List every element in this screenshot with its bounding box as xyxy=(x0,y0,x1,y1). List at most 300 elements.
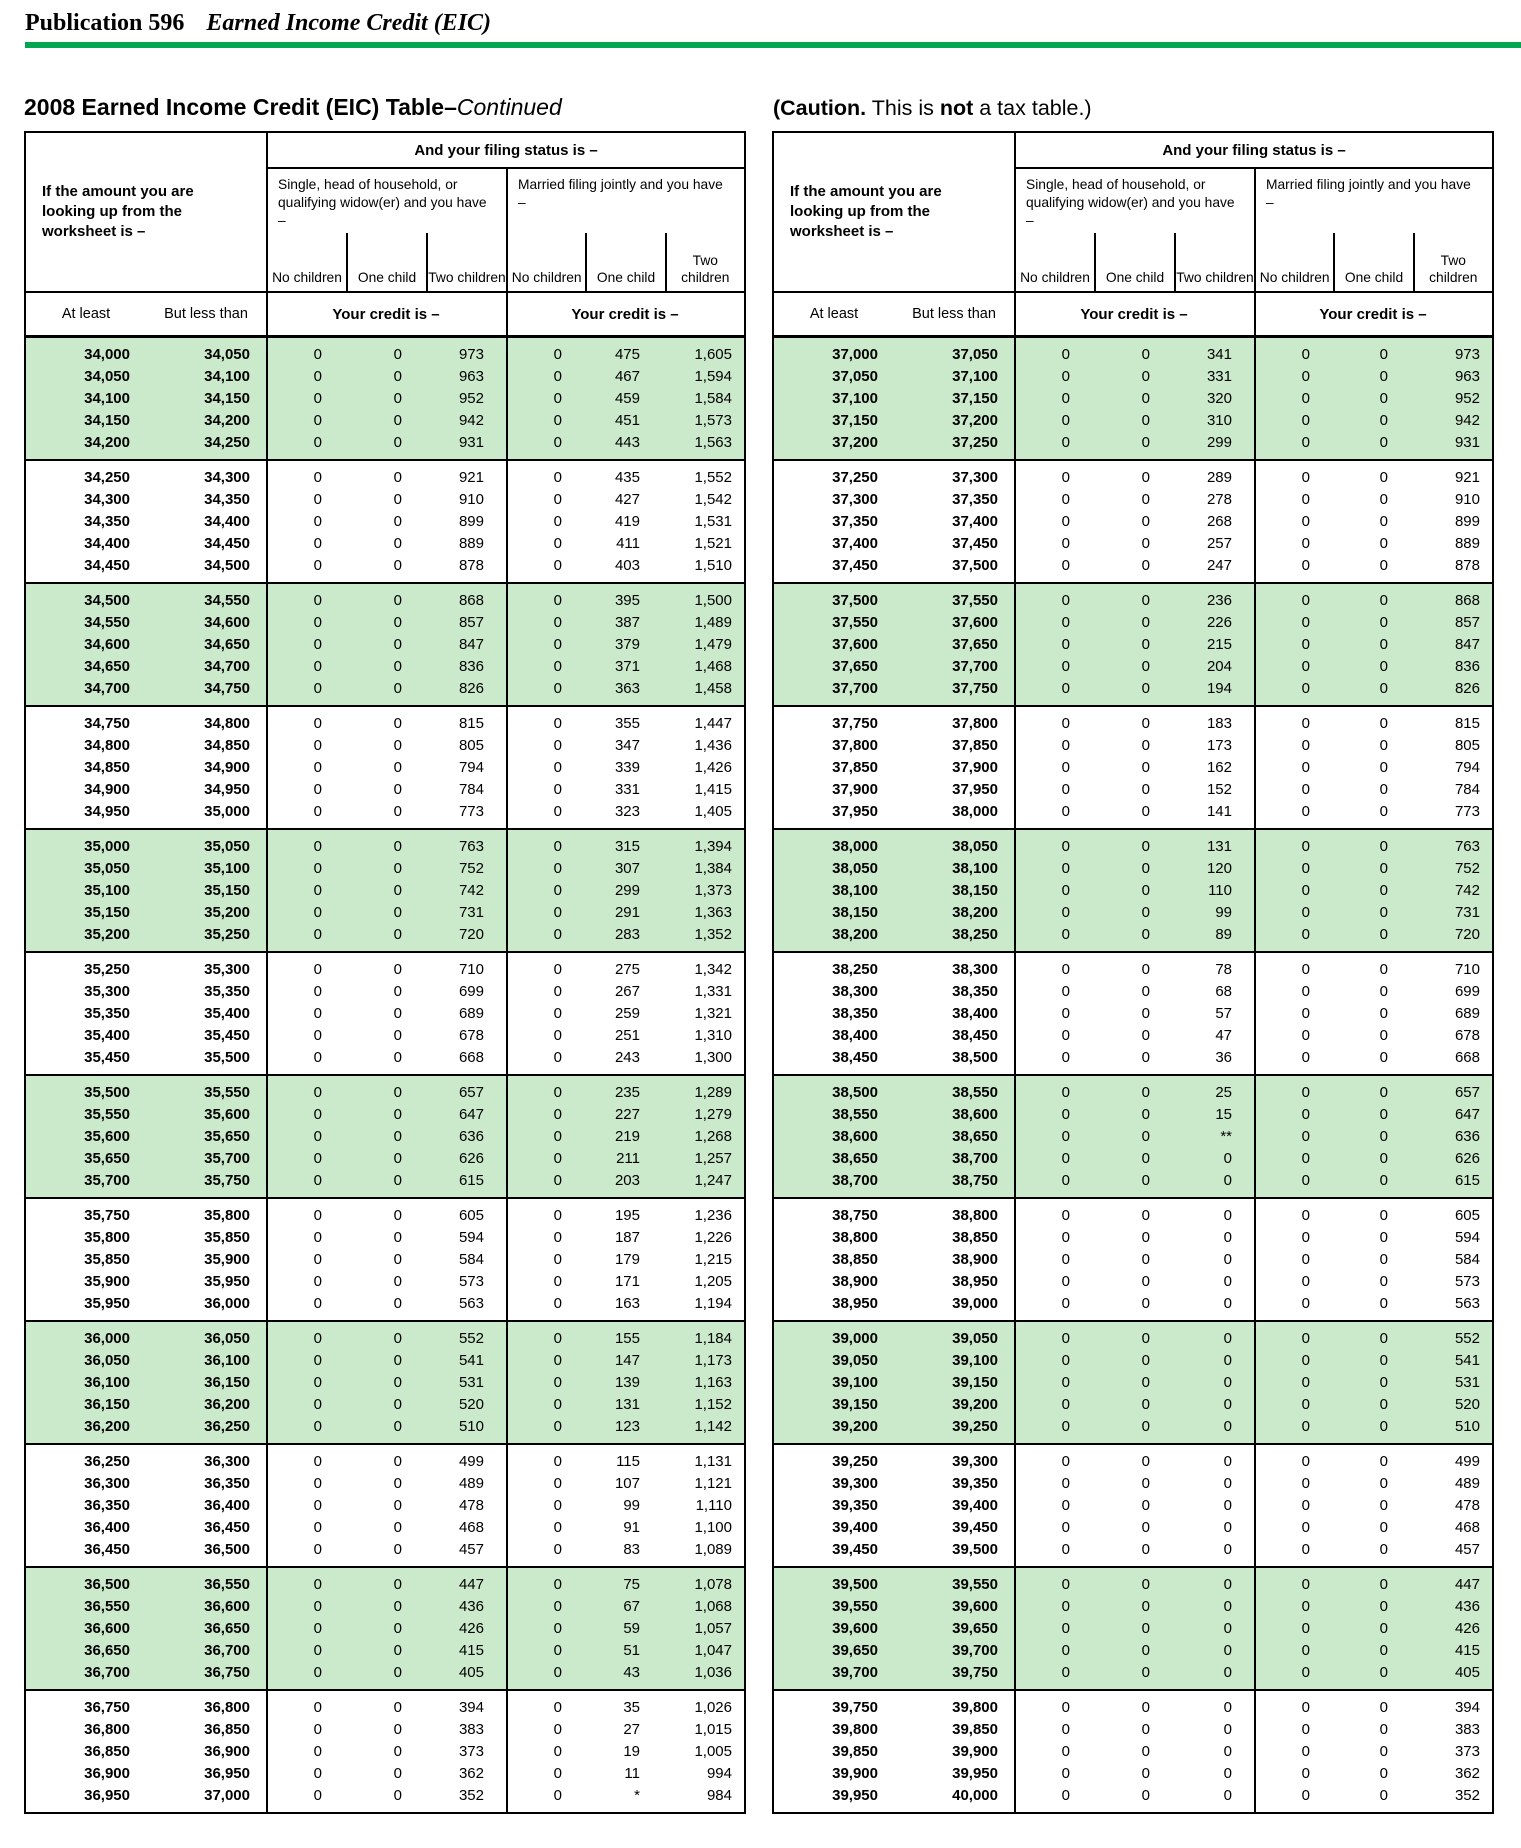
at-least-value: 38,950 xyxy=(832,1294,878,1312)
single-one-child-credit: 0 xyxy=(393,1272,402,1290)
your-credit-header-single: Your credit is – xyxy=(1080,305,1188,323)
at-least-value: 37,500 xyxy=(832,591,878,609)
single-two-children-credit: 47 xyxy=(1215,1026,1232,1044)
single-two-children-credit: 636 xyxy=(458,1127,484,1145)
married-one-child-credit: 0 xyxy=(1379,1206,1388,1224)
married-one-child-credit: 0 xyxy=(1379,635,1388,653)
status-groups xyxy=(268,169,744,291)
married-two-children-credit: 1,436 xyxy=(694,736,732,754)
single-two-children-credit: 520 xyxy=(458,1395,484,1413)
row-block xyxy=(26,1076,744,1199)
table-row xyxy=(26,1762,744,1784)
married-one-child-credit: 355 xyxy=(614,714,640,732)
married-no-children-credit: 0 xyxy=(1301,1105,1310,1123)
at-least-value: 39,450 xyxy=(832,1540,878,1558)
table-row xyxy=(774,589,1492,611)
single-no-children-credit: 0 xyxy=(313,1742,322,1760)
table-row xyxy=(26,1371,744,1393)
column-divider xyxy=(1014,1199,1016,1320)
at-least-value: 35,500 xyxy=(84,1083,130,1101)
married-no-children-credit: 0 xyxy=(1301,679,1310,697)
table-row xyxy=(774,1472,1492,1494)
but-less-than-value: 39,100 xyxy=(952,1351,998,1369)
married-two-children-credit: 584 xyxy=(1454,1250,1480,1268)
married-no-children-credit: 0 xyxy=(553,1373,562,1391)
married-group-header xyxy=(1256,169,1492,291)
single-one-child-credit: 0 xyxy=(393,1496,402,1514)
row-block xyxy=(26,461,744,584)
single-two-children-credit: 194 xyxy=(1206,679,1232,697)
but-less-than-value: 39,800 xyxy=(952,1698,998,1716)
column-divider xyxy=(1014,1568,1016,1689)
your-credit-header-single: Your credit is – xyxy=(332,305,440,323)
column-divider xyxy=(266,1322,268,1443)
married-two-children-credit: 1,078 xyxy=(694,1575,732,1593)
column-divider xyxy=(1254,1076,1256,1197)
single-two-children-credit: 921 xyxy=(458,468,484,486)
col-no-children: No children xyxy=(511,269,582,285)
married-two-children-credit: 1,342 xyxy=(694,960,732,978)
at-least-value: 36,350 xyxy=(84,1496,130,1514)
col-one-child: One child xyxy=(585,233,664,291)
at-least-value: 36,300 xyxy=(84,1474,130,1492)
column-divider xyxy=(1254,1445,1256,1566)
married-two-children-credit: 373 xyxy=(1454,1742,1480,1760)
col-two-children: Two children xyxy=(1174,233,1254,291)
at-least-value: 34,300 xyxy=(84,490,130,508)
but-less-than-value: 37,050 xyxy=(952,345,998,363)
single-no-children-credit: 0 xyxy=(1061,859,1070,877)
row-block xyxy=(26,1322,744,1445)
single-one-child-credit: 0 xyxy=(393,1619,402,1637)
column-divider xyxy=(506,338,508,459)
at-least-value: 37,150 xyxy=(832,411,878,429)
married-no-children-credit: 0 xyxy=(1301,1004,1310,1022)
single-two-children-credit: 236 xyxy=(1206,591,1232,609)
column-divider xyxy=(506,1445,508,1566)
single-no-children-credit: 0 xyxy=(313,1764,322,1782)
married-two-children-credit: 1,247 xyxy=(694,1171,732,1189)
single-two-children-credit: 0 xyxy=(1223,1540,1232,1558)
married-one-child-credit: 331 xyxy=(614,780,640,798)
married-two-children-credit: 1,552 xyxy=(694,468,732,486)
married-two-children-credit: 668 xyxy=(1454,1048,1480,1066)
column-divider xyxy=(506,1322,508,1443)
married-two-children-credit: 773 xyxy=(1454,802,1480,820)
but-less-than-value: 36,650 xyxy=(204,1619,250,1637)
married-one-child-credit: 363 xyxy=(614,679,640,697)
single-no-children-credit: 0 xyxy=(313,345,322,363)
married-two-children-credit: 1,542 xyxy=(694,490,732,508)
but-less-than-value: 37,700 xyxy=(952,657,998,675)
table-row xyxy=(26,1494,744,1516)
single-no-children-credit: 0 xyxy=(313,1575,322,1593)
single-one-child-credit: 0 xyxy=(393,859,402,877)
single-one-child-credit: 0 xyxy=(393,982,402,1000)
married-no-children-credit: 0 xyxy=(1301,1206,1310,1224)
row-block xyxy=(774,584,1492,707)
single-one-child-credit: 0 xyxy=(1141,758,1150,776)
row-block xyxy=(774,1076,1492,1199)
single-one-child-credit: 0 xyxy=(393,1351,402,1369)
single-no-children-credit: 0 xyxy=(1061,490,1070,508)
table-row xyxy=(26,901,744,923)
married-no-children-credit: 0 xyxy=(553,1149,562,1167)
married-one-child-credit: 0 xyxy=(1379,534,1388,552)
married-one-child-credit: 219 xyxy=(614,1127,640,1145)
but-less-than-value: 34,050 xyxy=(204,345,250,363)
married-two-children-credit: 352 xyxy=(1454,1786,1480,1804)
married-no-children-credit: 0 xyxy=(553,1597,562,1615)
single-no-children-credit: 0 xyxy=(1061,389,1070,407)
single-one-child-credit: 0 xyxy=(393,1329,402,1347)
column-divider xyxy=(1254,293,1256,335)
at-least-value: 36,250 xyxy=(84,1452,130,1470)
married-two-children-credit: 689 xyxy=(1454,1004,1480,1022)
table-row xyxy=(774,1226,1492,1248)
married-one-child-credit: 0 xyxy=(1379,1663,1388,1681)
filing-status-title: And your filing status is – xyxy=(268,133,744,169)
at-least-value: 34,950 xyxy=(84,802,130,820)
married-two-children-credit: 415 xyxy=(1454,1641,1480,1659)
at-least-value: 36,550 xyxy=(84,1597,130,1615)
married-one-child-credit: 0 xyxy=(1379,657,1388,675)
but-less-than-value: 34,550 xyxy=(204,591,250,609)
single-one-child-credit: 0 xyxy=(393,960,402,978)
single-no-children-credit: 0 xyxy=(313,1083,322,1101)
table-row xyxy=(774,1740,1492,1762)
married-one-child-credit: 0 xyxy=(1379,345,1388,363)
table-row xyxy=(26,532,744,554)
single-no-children-credit: 0 xyxy=(1061,780,1070,798)
at-least-value: 39,850 xyxy=(832,1742,878,1760)
at-least-value: 39,550 xyxy=(832,1597,878,1615)
married-one-child-credit: 0 xyxy=(1379,1272,1388,1290)
at-least-value: 37,700 xyxy=(832,679,878,697)
table-row xyxy=(774,835,1492,857)
married-no-children-credit: 0 xyxy=(553,591,562,609)
but-less-than-value: 39,900 xyxy=(952,1742,998,1760)
at-least-value: 36,500 xyxy=(84,1575,130,1593)
but-less-than-value: 35,450 xyxy=(204,1026,250,1044)
at-least-value: 37,250 xyxy=(832,468,878,486)
table-row xyxy=(774,800,1492,822)
publication-title: Earned Income Credit (EIC) xyxy=(206,10,492,36)
married-no-children-credit: 0 xyxy=(553,556,562,574)
but-less-than-value: 39,700 xyxy=(952,1641,998,1659)
single-no-children-credit: 0 xyxy=(313,1026,322,1044)
married-no-children-credit: 0 xyxy=(553,758,562,776)
single-one-child-credit: 0 xyxy=(393,613,402,631)
single-two-children-credit: 99 xyxy=(1215,903,1232,921)
married-one-child-credit: 395 xyxy=(614,591,640,609)
single-one-child-credit: 0 xyxy=(1141,1417,1150,1435)
table-row xyxy=(774,532,1492,554)
row-block xyxy=(774,1568,1492,1691)
table-row xyxy=(26,712,744,734)
table-subhead xyxy=(26,293,744,338)
at-least-value: 36,900 xyxy=(84,1764,130,1782)
at-least-value: 34,200 xyxy=(84,433,130,451)
but-less-than-value: 36,050 xyxy=(204,1329,250,1347)
married-one-child-credit: 0 xyxy=(1379,367,1388,385)
married-two-children-credit: 1,300 xyxy=(694,1048,732,1066)
single-two-children-credit: 615 xyxy=(458,1171,484,1189)
at-least-value: 35,900 xyxy=(84,1272,130,1290)
column-divider xyxy=(266,1076,268,1197)
married-two-children-credit: 1,363 xyxy=(694,903,732,921)
single-no-children-credit: 0 xyxy=(1061,512,1070,530)
at-least-value: 34,450 xyxy=(84,556,130,574)
table-row xyxy=(774,409,1492,431)
but-less-than-value: 37,100 xyxy=(952,367,998,385)
but-less-than-value: 34,300 xyxy=(204,468,250,486)
single-no-children-credit: 0 xyxy=(313,1720,322,1738)
married-one-child-credit: 259 xyxy=(614,1004,640,1022)
married-two-children-credit: 1,173 xyxy=(694,1351,732,1369)
column-divider xyxy=(1014,1076,1016,1197)
single-one-child-credit: 0 xyxy=(1141,1540,1150,1558)
single-one-child-credit: 0 xyxy=(1141,1395,1150,1413)
single-one-child-credit: 0 xyxy=(1141,1127,1150,1145)
at-least-value: 35,550 xyxy=(84,1105,130,1123)
married-two-children-credit: 1,057 xyxy=(694,1619,732,1637)
married-no-children-credit: 0 xyxy=(553,1250,562,1268)
but-less-than-value: 38,150 xyxy=(952,881,998,899)
single-no-children-credit: 0 xyxy=(313,837,322,855)
single-one-child-credit: 0 xyxy=(393,1171,402,1189)
at-least-value: 36,450 xyxy=(84,1540,130,1558)
single-no-children-credit: 0 xyxy=(313,1294,322,1312)
column-divider xyxy=(266,584,268,705)
single-two-children-credit: 0 xyxy=(1223,1575,1232,1593)
married-one-child-credit: 0 xyxy=(1379,1417,1388,1435)
table-row xyxy=(26,633,744,655)
at-least-value: 38,450 xyxy=(832,1048,878,1066)
married-one-child-credit: 0 xyxy=(1379,1597,1388,1615)
column-divider xyxy=(1014,461,1016,582)
single-no-children-credit: 0 xyxy=(1061,960,1070,978)
but-less-than-value: 34,100 xyxy=(204,367,250,385)
married-one-child-credit: 427 xyxy=(614,490,640,508)
married-one-child-credit: 235 xyxy=(614,1083,640,1101)
single-two-children-credit: 89 xyxy=(1215,925,1232,943)
married-two-children-credit: 1,605 xyxy=(694,345,732,363)
but-less-than-value: 38,250 xyxy=(952,925,998,943)
married-two-children-credit: 699 xyxy=(1454,982,1480,1000)
table-head xyxy=(26,133,744,293)
single-one-child-credit: 0 xyxy=(393,679,402,697)
table-row xyxy=(774,1349,1492,1371)
single-no-children-credit: 0 xyxy=(1061,1575,1070,1593)
married-no-children-credit: 0 xyxy=(553,1518,562,1536)
column-divider xyxy=(266,830,268,951)
table-row xyxy=(26,1349,744,1371)
single-no-children-credit: 0 xyxy=(1061,1329,1070,1347)
row-block xyxy=(26,1568,744,1691)
married-two-children-credit: 710 xyxy=(1454,960,1480,978)
at-least-value: 37,750 xyxy=(832,714,878,732)
table-body xyxy=(26,338,744,1812)
at-least-value: 35,700 xyxy=(84,1171,130,1189)
but-less-than-value: 34,700 xyxy=(204,657,250,675)
at-least-value: 34,650 xyxy=(84,657,130,675)
married-two-children-credit: 1,394 xyxy=(694,837,732,855)
but-less-than-value: 34,650 xyxy=(204,635,250,653)
column-divider xyxy=(266,1199,268,1320)
but-less-than-value: 35,800 xyxy=(204,1206,250,1224)
single-no-children-credit: 0 xyxy=(313,613,322,631)
single-one-child-credit: 0 xyxy=(393,1228,402,1246)
at-least-value: 38,050 xyxy=(832,859,878,877)
but-less-than-value: 36,750 xyxy=(204,1663,250,1681)
row-block xyxy=(26,584,744,707)
single-one-child-credit: 0 xyxy=(1141,1250,1150,1268)
single-one-child-credit: 0 xyxy=(1141,736,1150,754)
table-row xyxy=(774,1393,1492,1415)
column-divider xyxy=(266,338,268,459)
single-no-children-credit: 0 xyxy=(313,679,322,697)
single-no-children-credit: 0 xyxy=(1061,1786,1070,1804)
single-no-children-credit: 0 xyxy=(1061,613,1070,631)
table-row xyxy=(774,1718,1492,1740)
married-no-children-credit: 0 xyxy=(1301,591,1310,609)
single-no-children-credit: 0 xyxy=(1061,433,1070,451)
single-no-children-credit: 0 xyxy=(313,1395,322,1413)
table-row xyxy=(774,1002,1492,1024)
but-less-than-value: 37,650 xyxy=(952,635,998,653)
single-two-children-credit: 0 xyxy=(1223,1329,1232,1347)
married-no-children-credit: 0 xyxy=(1301,1171,1310,1189)
column-divider xyxy=(266,707,268,828)
table-row xyxy=(774,1204,1492,1226)
but-less-than-value: 35,150 xyxy=(204,881,250,899)
married-one-child-credit: 0 xyxy=(1379,1083,1388,1101)
single-one-child-credit: 0 xyxy=(393,512,402,530)
at-least-value: 35,300 xyxy=(84,982,130,1000)
table-row xyxy=(774,1595,1492,1617)
married-no-children-credit: 0 xyxy=(553,1575,562,1593)
single-two-children-credit: 541 xyxy=(458,1351,484,1369)
married-one-child-credit: 0 xyxy=(1379,925,1388,943)
married-no-children-credit: 0 xyxy=(553,1474,562,1492)
row-block xyxy=(26,1199,744,1322)
at-least-value: 39,400 xyxy=(832,1518,878,1536)
column-divider xyxy=(1014,293,1016,335)
single-one-child-credit: 0 xyxy=(1141,556,1150,574)
single-two-children-credit: 447 xyxy=(458,1575,484,1593)
single-one-child-credit: 0 xyxy=(1141,635,1150,653)
table-row xyxy=(774,343,1492,365)
married-two-children-credit: 383 xyxy=(1454,1720,1480,1738)
amount-header-cell xyxy=(774,133,1016,291)
at-least-value: 39,050 xyxy=(832,1351,878,1369)
column-divider xyxy=(266,293,268,335)
at-least-header: At least xyxy=(809,306,859,322)
married-no-children-credit: 0 xyxy=(553,1105,562,1123)
amount-header-cell xyxy=(26,133,268,291)
married-one-child-credit: 155 xyxy=(614,1329,640,1347)
married-no-children-credit: 0 xyxy=(553,714,562,732)
single-two-children-credit: 0 xyxy=(1223,1597,1232,1615)
table-row xyxy=(774,1024,1492,1046)
married-one-child-credit: 163 xyxy=(614,1294,640,1312)
single-group-header xyxy=(1016,169,1256,291)
at-least-value: 36,800 xyxy=(84,1720,130,1738)
single-no-children-credit: 0 xyxy=(1061,657,1070,675)
single-two-children-credit: 226 xyxy=(1206,613,1232,631)
single-one-child-credit: 0 xyxy=(1141,1351,1150,1369)
table-row xyxy=(26,1046,744,1068)
row-block xyxy=(26,338,744,461)
married-two-children-credit: 436 xyxy=(1454,1597,1480,1615)
married-two-children-credit: 362 xyxy=(1454,1764,1480,1782)
single-no-children-credit: 0 xyxy=(313,389,322,407)
married-two-children-credit: 636 xyxy=(1454,1127,1480,1145)
single-one-child-credit: 0 xyxy=(393,389,402,407)
married-one-child-credit: * xyxy=(634,1786,640,1804)
but-less-than-value: 34,900 xyxy=(204,758,250,776)
row-block xyxy=(26,953,744,1076)
table-row xyxy=(26,980,744,1002)
single-two-children-credit: 0 xyxy=(1223,1351,1232,1369)
single-one-child-credit: 0 xyxy=(393,1663,402,1681)
single-two-children-credit: 478 xyxy=(458,1496,484,1514)
single-two-children-credit: 0 xyxy=(1223,1518,1232,1536)
single-two-children-credit: 0 xyxy=(1223,1698,1232,1716)
married-one-child-credit: 0 xyxy=(1379,1294,1388,1312)
single-no-children-credit: 0 xyxy=(313,1329,322,1347)
married-no-children-credit: 0 xyxy=(553,1395,562,1413)
married-one-child-credit: 43 xyxy=(623,1663,640,1681)
single-no-children-credit: 0 xyxy=(1061,556,1070,574)
married-no-children-credit: 0 xyxy=(1301,903,1310,921)
but-less-than-value: 34,450 xyxy=(204,534,250,552)
single-two-children-credit: 299 xyxy=(1206,433,1232,451)
married-two-children-credit: 1,384 xyxy=(694,859,732,877)
but-less-than-value: 39,150 xyxy=(952,1373,998,1391)
married-one-child-credit: 275 xyxy=(614,960,640,978)
table-row xyxy=(26,1147,744,1169)
but-less-than-value: 39,400 xyxy=(952,1496,998,1514)
caution-open: (Caution. xyxy=(773,96,867,120)
but-less-than-value: 37,250 xyxy=(952,433,998,451)
married-two-children-credit: 626 xyxy=(1454,1149,1480,1167)
married-two-children-credit: 1,205 xyxy=(694,1272,732,1290)
married-one-child-credit: 0 xyxy=(1379,1149,1388,1167)
married-one-child-credit: 35 xyxy=(623,1698,640,1716)
single-no-children-credit: 0 xyxy=(1061,1026,1070,1044)
at-least-value: 36,750 xyxy=(84,1698,130,1716)
table-row xyxy=(26,365,744,387)
table-row xyxy=(774,1147,1492,1169)
table-row xyxy=(774,431,1492,453)
table-row xyxy=(774,1450,1492,1472)
but-less-than-value: 38,700 xyxy=(952,1149,998,1167)
married-no-children-credit: 0 xyxy=(553,367,562,385)
table-row xyxy=(774,1696,1492,1718)
table-row xyxy=(26,409,744,431)
married-one-child-credit: 411 xyxy=(616,534,640,552)
married-no-children-credit: 0 xyxy=(553,1026,562,1044)
caution-not: not xyxy=(939,96,974,120)
at-least-value: 36,950 xyxy=(84,1786,130,1804)
single-no-children-credit: 0 xyxy=(1061,925,1070,943)
single-one-child-credit: 0 xyxy=(393,1417,402,1435)
single-one-child-credit: 0 xyxy=(1141,1496,1150,1514)
column-divider xyxy=(1254,338,1256,459)
single-two-children-credit: 563 xyxy=(458,1294,484,1312)
